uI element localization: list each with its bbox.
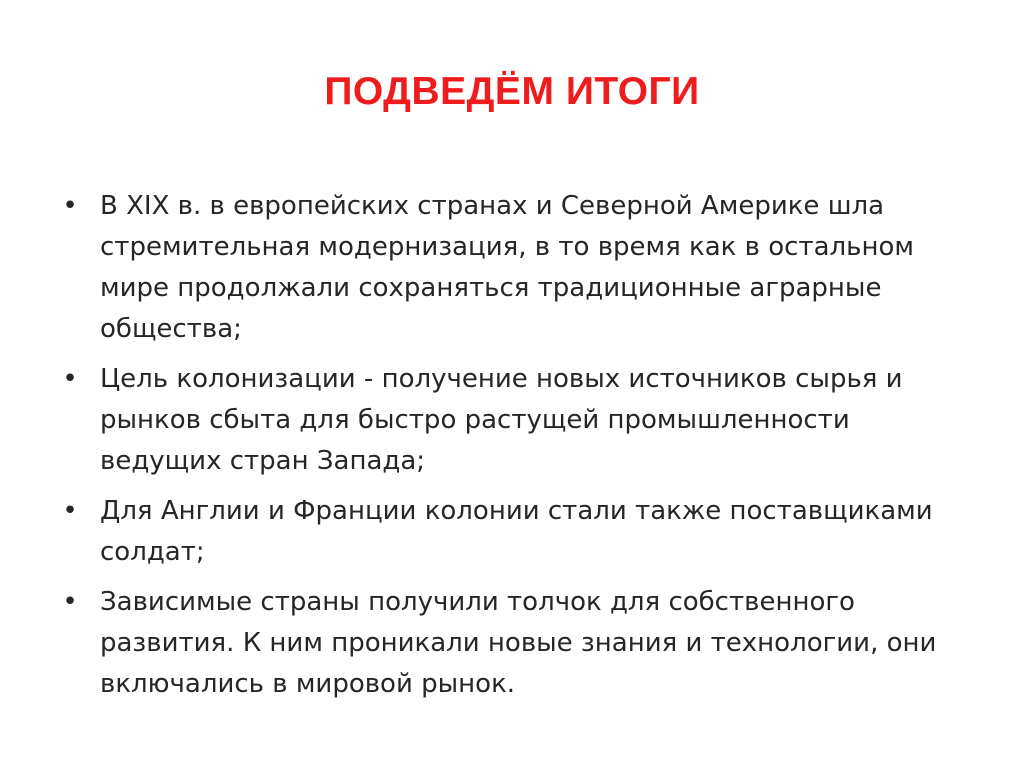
bullet-text: В XIX в. в европейских странах и Северной Америке шла стремительная модернизация, в то время как в остальном мире продолжали сохраняться традиционные аграрные общества; <box>100 191 914 344</box>
bullet-item <box>58 359 958 482</box>
bullet-marker: • <box>62 364 78 394</box>
bullet-item <box>58 582 958 705</box>
bullet-list <box>58 186 958 714</box>
slide-title: ПОДВЕДЁМ ИТОГИ <box>324 70 700 113</box>
bullet-marker: • <box>62 587 78 617</box>
bullet-text: Цель колонизации - получение новых источников сырья и рынков сбыта для быстро растущей промышленности ведущих стран Запада; <box>100 364 903 476</box>
bullet-item <box>58 491 958 573</box>
bullet-marker: • <box>62 496 78 526</box>
bullet-text: Для Англии и Франции колонии стали также поставщиками солдат; <box>100 496 933 567</box>
bullet-marker: • <box>62 191 78 221</box>
bullet-item <box>58 186 958 350</box>
bullet-text: Зависимые страны получили толчок для собственного развития. К ним проникали новые знания и технологии, они включались в мировой рынок. <box>100 587 937 699</box>
